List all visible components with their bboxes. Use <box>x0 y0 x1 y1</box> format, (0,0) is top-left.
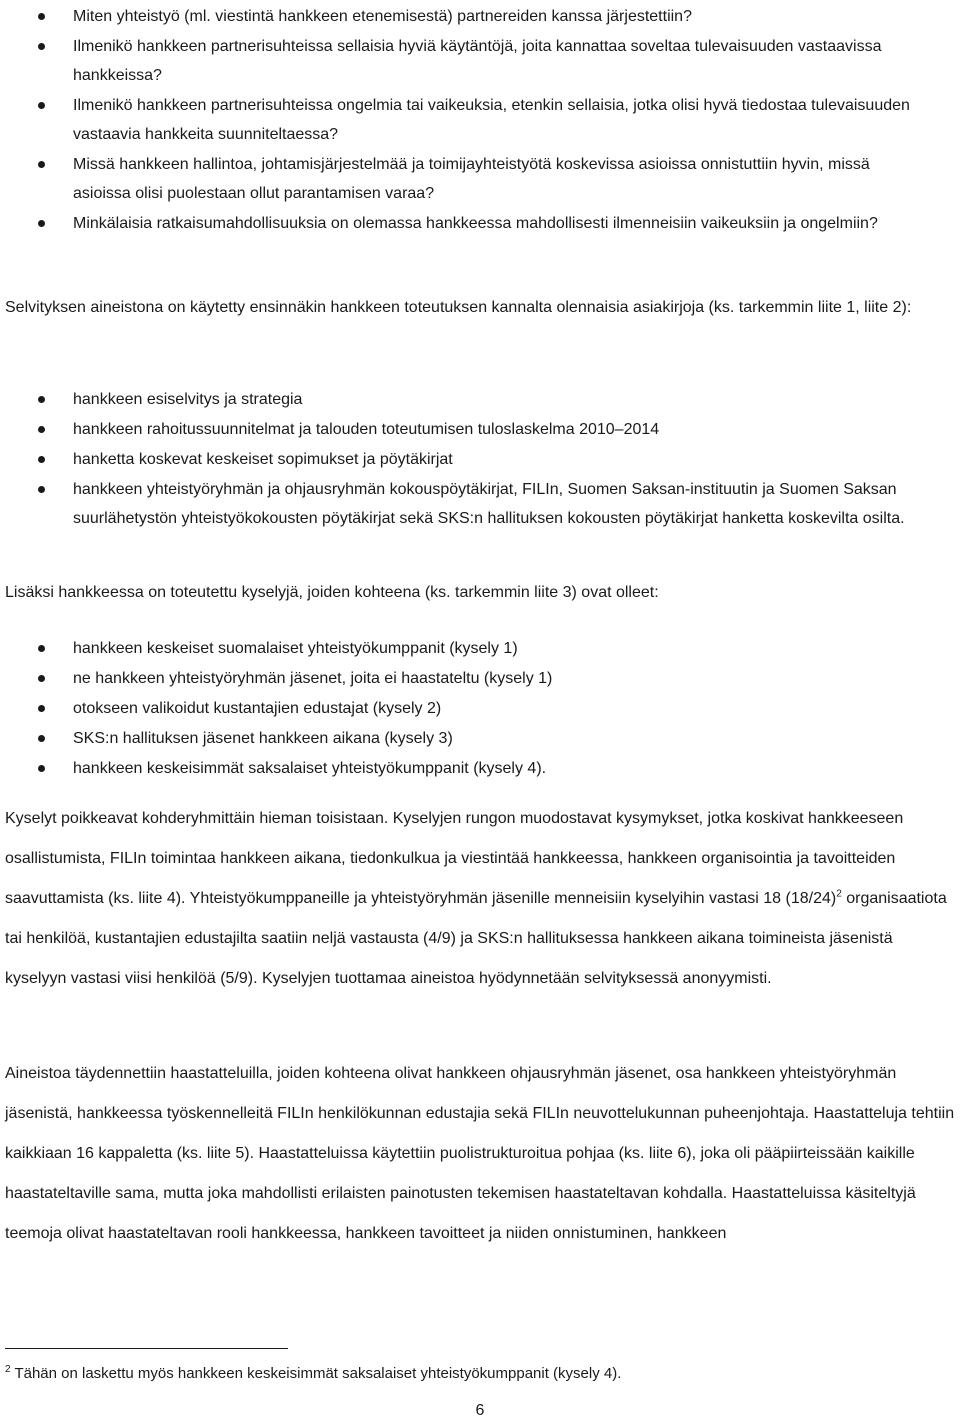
list-item-text: Missä hankkeen hallintoa, johtamisjärjestelmää ja toimijayhteistyötä koskevissa asioissa onnistuttiin hyvin, missä asioissa olisi puolestaan ollut parantamisen varaa? <box>73 156 870 202</box>
list-item <box>0 694 960 723</box>
list-item <box>0 2 960 31</box>
footnote-separator <box>5 1348 288 1349</box>
list-item-text: Miten yhteistyö (ml. viestintä hankkeen etenemisestä) partnereiden kanssa järjestettiin? <box>73 8 692 25</box>
bullet-icon <box>38 426 45 433</box>
list-item <box>0 150 960 208</box>
list-item-text: hankkeen esiselvitys ja strategia <box>73 391 303 408</box>
list-item <box>0 385 960 414</box>
list-item <box>0 91 960 149</box>
bullet-icon <box>38 735 45 742</box>
list-item-text: Ilmenikö hankkeen partnerisuhteissa ongelmia tai vaikeuksia, etenkin sellaisia, jotka olisi hyvä tiedostaa tulevaisuuden vastaavia hankkeita suunniteltaessa? <box>73 97 910 143</box>
documents-list <box>0 385 960 534</box>
list-item-text: hankkeen rahoitussuunnitelmat ja talouden toteutumisen tuloslaskelma 2010–2014 <box>73 421 660 438</box>
bullet-icon <box>38 396 45 403</box>
paragraph-text: organisaatiota tai henkilöä, kustantajien edustajilta saatiin neljä vastausta (4/9) ja SKS:n hallituksessa hankkeen aikana toimineista jäsenistä kyselyyn vastasi viisi henkilöä (5/9). Kyselyjen tuottamaa aineistoa hyödynnetään selvityksessä anonyymisti. <box>5 890 947 987</box>
bullet-icon <box>38 13 45 20</box>
bullet-icon <box>38 765 45 772</box>
list-item <box>0 415 960 444</box>
bullet-icon <box>38 645 45 652</box>
footnote <box>5 1362 621 1386</box>
interviews-paragraph: Aineistoa täydennettiin haastatteluilla, joiden kohteena olivat hankkeen ohjausryhmän jäsenet, osa hankkeen yhteistyöryhmän jäsenistä, hankkeessa työskennelleitä FILIn henkilökunnan edustajia sekä FILIn neuvottelukunnan puheenjohtaja. Haastatteluja tehtiin kaikkiaan 16 kappaletta (ks. liite 5). Haastatteluissa käytettiin puolistrukturoitua pohjaa (ks. liite 6), joka oli pääpiirteissään kaikille haastateltaville sama, mutta joka mahdollisti erilaisten painotusten tekemisen haastateltavan kohdalla. Haastatteluissa käsiteltyjä teemoja olivat haastateltavan rooli hankkeessa, hankkeen tavoitteet ja niiden onnistuminen, hankkeen <box>5 1065 955 1242</box>
list-item-text: ne hankkeen yhteistyöryhmän jäsenet, joita ei haastateltu (kysely 1) <box>73 670 553 687</box>
list-item <box>0 209 960 238</box>
surveys-paragraph <box>5 799 956 999</box>
bullet-icon <box>38 486 45 493</box>
bullet-icon <box>38 705 45 712</box>
list-item <box>0 664 960 693</box>
footnote-text: Tähän on laskettu myös hankkeen keskeisimmät saksalaiset yhteistyökumppanit (kysely 4). <box>10 1365 622 1382</box>
list-item <box>0 634 960 663</box>
surveys-intro-paragraph: Lisäksi hankkeessa on toteutettu kyselyjä, joiden kohteena (ks. tarkemmin liite 3) ovat olleet: <box>5 584 659 601</box>
list-item <box>0 724 960 753</box>
page-number: 6 <box>475 1402 485 1419</box>
list-item-text: Ilmenikö hankkeen partnerisuhteissa sellaisia hyviä käytäntöjä, joita kannattaa soveltaa tulevaisuuden vastaavissa hankkeissa? <box>73 38 882 84</box>
survey-targets-list <box>0 634 960 784</box>
list-item <box>0 445 960 474</box>
list-item <box>0 32 960 90</box>
bullet-icon <box>38 43 45 50</box>
footnote-mark: 2 <box>5 1364 11 1375</box>
list-item-text: hankkeen keskeisimmät saksalaiset yhteistyökumppanit (kysely 4). <box>73 760 547 777</box>
paragraph-text: Kyselyt poikkeavat kohderyhmittäin hieman toisistaan. Kyselyjen rungon muodostavat kysymykset, jotka koskivat hankkeeseen osallistumista, FILIn toimintaa hankkeen aikana, tiedonkulkua ja viestintää hankkeessa, hankkeen organisointia ja tavoitteiden saavuttamista (ks. liite 4). Yhteistyökumppaneille ja yhteistyöryhmän jäsenille menneisiin kyselyihin vastasi 18 (18/24) <box>5 810 904 907</box>
list-item-text: SKS:n hallituksen jäsenet hankkeen aikana (kysely 3) <box>73 730 453 747</box>
bullet-icon <box>38 456 45 463</box>
list-item <box>0 475 960 533</box>
list-item-text: hankkeen keskeiset suomalaiset yhteistyökumppanit (kysely 1) <box>73 640 518 657</box>
list-item-text: hanketta koskevat keskeiset sopimukset ja pöytäkirjat <box>73 451 453 468</box>
bullet-icon <box>38 102 45 109</box>
bullet-icon <box>38 220 45 227</box>
evaluation-questions-list <box>0 2 960 239</box>
list-item-text: hankkeen yhteistyöryhmän ja ohjausryhmän kokouspöytäkirjat, FILIn, Suomen Saksan-instituutin ja Suomen Saksan suurlähetystön yhteistyökokousten pöytäkirjat sekä SKS:n hallituksen kokousten pöytäkirjat hanketta koskevilta osilta. <box>73 481 905 527</box>
footnote-reference: 2 <box>836 888 842 900</box>
list-item <box>0 754 960 783</box>
materials-paragraph: Selvityksen aineistona on käytetty ensinnäkin hankkeen toteutuksen kannalta olennaisia asiakirjoja (ks. tarkemmin liite 1, liite 2): <box>5 299 912 316</box>
list-item-text: otokseen valikoidut kustantajien edustajat (kysely 2) <box>73 700 442 717</box>
list-item-text: Minkälaisia ratkaisumahdollisuuksia on olemassa hankkeessa mahdollisesti ilmenneisiin vaikeuksiin ja ongelmiin? <box>73 215 878 232</box>
bullet-icon <box>38 675 45 682</box>
bullet-icon <box>38 161 45 168</box>
